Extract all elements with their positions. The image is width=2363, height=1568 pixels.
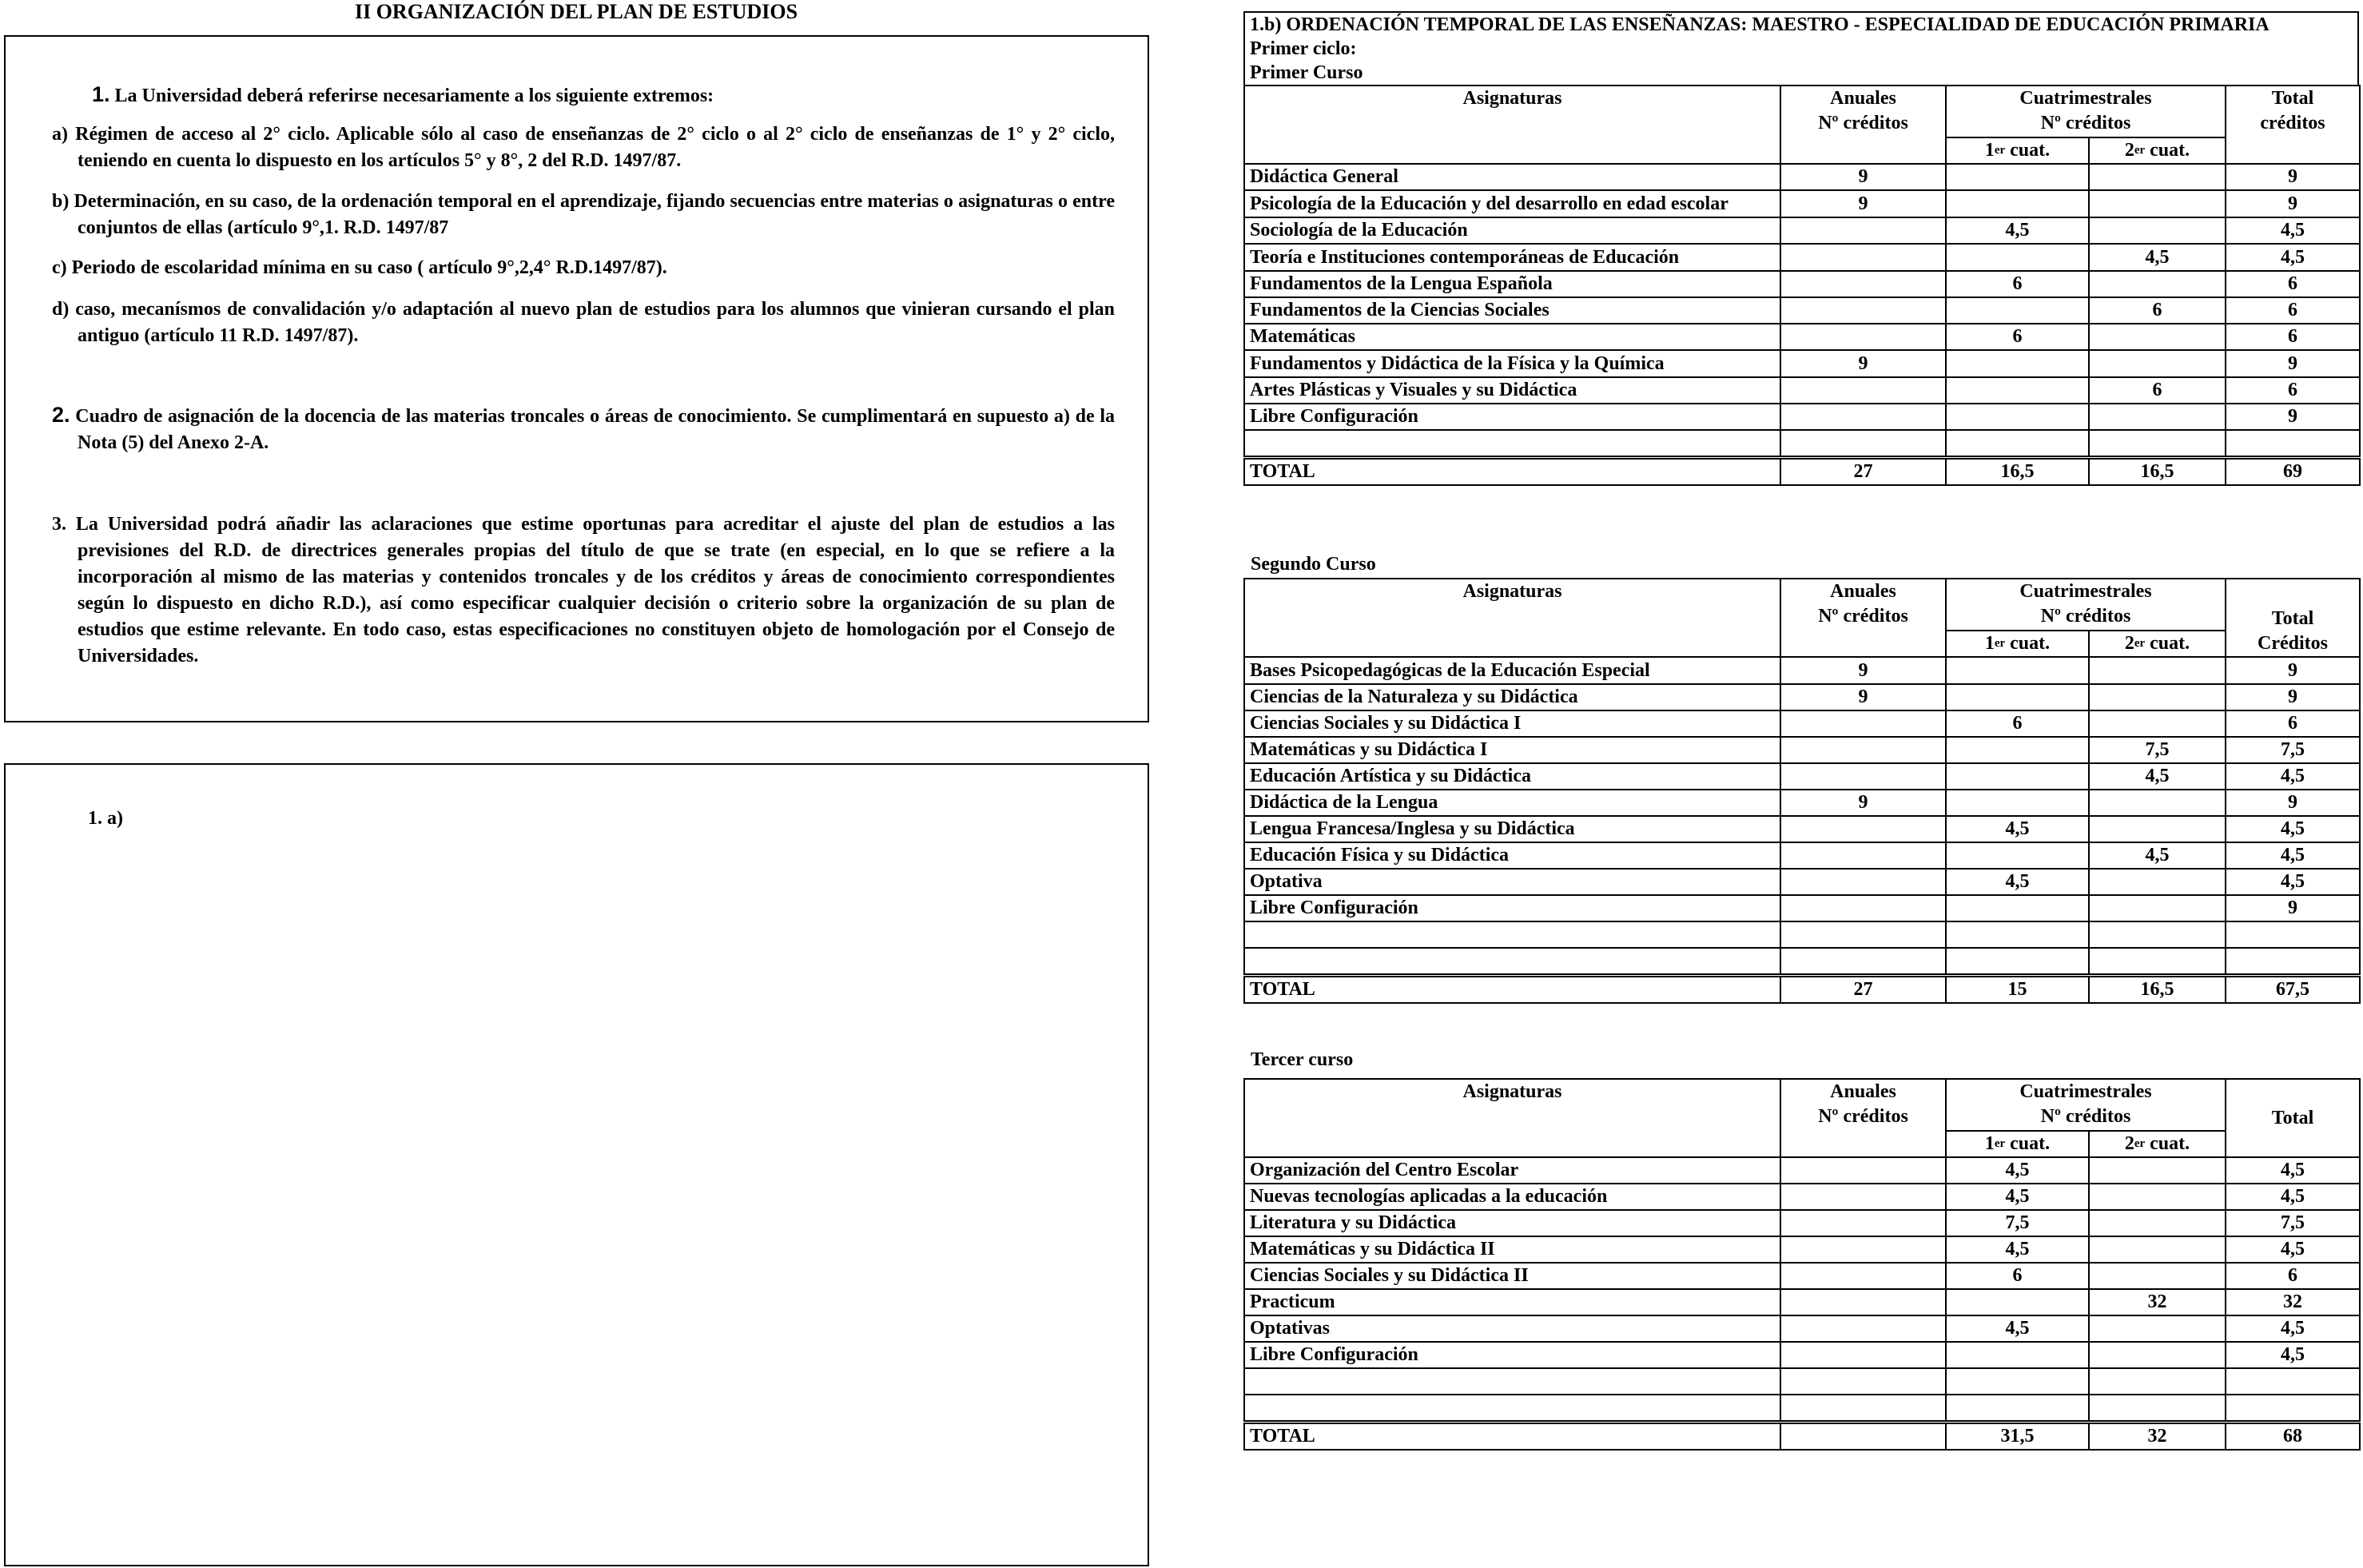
total-cell: 4,5 [2226,1157,2360,1184]
table-row [1244,684,2360,710]
empty-row [1244,1395,2360,1423]
empty-cell [2226,430,2360,458]
col-cuatrimestrales: Cuatrimestrales Nº créditos [1946,579,2226,631]
table-row [1244,710,2360,737]
point-3 [52,511,1115,670]
course-2-table [1243,578,2361,1004]
total-cell: 6 [2226,297,2360,324]
total-total-cell: 67,5 [2226,976,2360,1004]
course-2-section [1243,578,2359,1004]
course-3-rows [1244,1157,2360,1450]
section-1a-box [4,763,1149,1566]
anuales-cell [1780,1184,1946,1210]
ciclo-label: Primer ciclo: [1250,38,1357,59]
cuat2-cell [2089,869,2226,895]
table-row [1244,1236,2360,1263]
subject-cell: Educación Física y su Didáctica [1244,842,1780,869]
col-cuat-1: 1er cuat. [1946,137,2089,164]
cuat1-cell [1946,297,2089,324]
anuales-cell [1780,324,1946,350]
point-1-number: 1. [92,82,110,106]
point-a-text: a) Régimen de acceso al 2° ciclo. Aplicable sólo al caso de enseñanzas de 2° ciclo o al 2° ciclo de enseñanzas de 1° y 2° ciclo, teniendo en cuenta lo dispuesto en los artículos 5° y 8°, 2 del R.D. 1497/87. [52,124,1115,171]
col-total: Total créditos [2226,86,2360,164]
subject-cell: Matemáticas [1244,324,1780,350]
total-cell: 4,5 [2226,1315,2360,1342]
point-1-text: La Universidad deberá referirse necesariamente a los siguiente extremos: [114,86,714,106]
subject-cell: Practicum [1244,1289,1780,1315]
subject-cell: Lengua Francesa/Inglesa y su Didáctica [1244,816,1780,842]
cuat2-cell: 32 [2089,1289,2226,1315]
subject-cell: Fundamentos de la Ciencias Sociales [1244,297,1780,324]
table-row [1244,404,2360,430]
cuat2-cell: 4,5 [2089,842,2226,869]
course-1-rows [1244,164,2360,485]
cuat2-cell [2089,271,2226,297]
total-cell: 9 [2226,190,2360,217]
point-a [52,121,1115,174]
total-cell: 6 [2226,710,2360,737]
total-cell: 9 [2226,657,2360,684]
total-cell: 4,5 [2226,244,2360,271]
cuat1-cell: 4,5 [1946,1184,2089,1210]
total-total-cell: 69 [2226,458,2360,486]
empty-row [1244,1368,2360,1395]
empty-cell [1780,1395,1946,1423]
subject-cell: Optativa [1244,869,1780,895]
cuat2-cell [2089,1210,2226,1236]
empty-cell [1780,948,1946,976]
cuat2-cell [2089,657,2226,684]
cuat2-cell [2089,350,2226,377]
col-asignaturas: Asignaturas [1244,86,1780,164]
subject-cell: Teoría e Instituciones contemporáneas de Educación [1244,244,1780,271]
total-anuales-cell: 27 [1780,458,1946,486]
table-row [1244,244,2360,271]
col-cuatrimestrales: Cuatrimestrales Nº créditos [1946,1079,2226,1131]
table-row [1244,842,2360,869]
table-row [1244,816,2360,842]
cuat1-cell [1946,404,2089,430]
empty-cell [1946,1368,2089,1395]
anuales-cell [1780,1157,1946,1184]
point-3-number: 3. [52,514,66,535]
point-3-text: La Universidad podrá añadir las aclaraciones que estime oportunas para acreditar el ajuste del plan de estudios a las previsiones del R.D. de directrices generales propias del título de que se trate (en especial, en lo que se refiere a la incorporación al mismo de las materias y contenidos troncales y de los créditos y áreas de conocimiento correspondientes según lo dispuesto en dicho R.D.), así como especificar cualquier decisión o criterio sobre la organización de su plan de estudios que estime relevante. En todo caso, estas especificaciones no constituyen objeto de homologación por el Consejo de Universidades. [75,514,1115,667]
course-1-section [1243,11,2359,486]
cuat2-cell [2089,710,2226,737]
anuales-cell: 9 [1780,190,1946,217]
cuat1-cell: 6 [1946,324,2089,350]
col-cuat-1: 1er cuat. [1946,1131,2089,1157]
subject-cell: Ciencias Sociales y su Didáctica II [1244,1263,1780,1289]
subject-cell: Matemáticas y su Didáctica I [1244,737,1780,763]
table-row [1244,164,2360,190]
total-cuat1-cell: 15 [1946,976,2089,1004]
total-cuat2-cell: 16,5 [2089,976,2226,1004]
subject-cell: Psicología de la Educación y del desarrollo en edad escolar [1244,190,1780,217]
empty-cell [1946,1395,2089,1423]
table-row [1244,350,2360,377]
cuat2-cell [2089,1236,2226,1263]
cuat1-cell [1946,657,2089,684]
table-row [1244,324,2360,350]
subject-cell: Didáctica General [1244,164,1780,190]
anuales-cell [1780,1342,1946,1368]
subject-cell: Ciencias de la Naturaleza y su Didáctica [1244,684,1780,710]
right-heading: 1.b) ORDENACIÓN TEMPORAL DE LAS ENSEÑANZAS: MAESTRO - ESPECIALIDAD DE EDUCACIÓN PRIMARIA [1250,14,2270,35]
col-asignaturas: Asignaturas [1244,579,1780,657]
col-asignaturas: Asignaturas [1244,1079,1780,1157]
point-d [52,296,1115,349]
table-row [1244,297,2360,324]
subject-cell: Matemáticas y su Didáctica II [1244,1236,1780,1263]
empty-cell [1244,1368,1780,1395]
cuat2-cell [2089,684,2226,710]
total-cell: 32 [2226,1289,2360,1315]
empty-cell [2226,1395,2360,1423]
course-3-section [1243,1078,2359,1451]
anuales-cell [1780,1263,1946,1289]
table-row [1244,1315,2360,1342]
course-1-title: Primer Curso [1250,62,1363,83]
col-cuat-2: 2er cuat. [2089,137,2226,164]
table-row [1244,1289,2360,1315]
empty-cell [1780,921,1946,948]
empty-cell [1244,921,1780,948]
page-title: II ORGANIZACIÓN DEL PLAN DE ESTUDIOS [354,0,798,23]
subject-cell: Optativas [1244,1315,1780,1342]
empty-cell [2089,1395,2226,1423]
cuat1-cell [1946,377,2089,404]
cuat1-cell [1946,164,2089,190]
course-1-table [1243,85,2361,486]
total-cell: 9 [2226,790,2360,816]
point-c-text: c) Periodo de escolaridad mínima en su caso ( artículo 9°,2,4° R.D.1497/87). [52,257,667,278]
cuat2-cell: 4,5 [2089,244,2226,271]
anuales-cell [1780,217,1946,244]
col-anuales: Anuales Nº créditos [1780,579,1946,657]
total-cell: 9 [2226,895,2360,921]
empty-row [1244,430,2360,458]
point-b [52,189,1115,241]
cuat1-cell: 4,5 [1946,816,2089,842]
table-row [1244,271,2360,297]
empty-cell [2226,1368,2360,1395]
course-2-rows [1244,657,2360,1003]
point-2-text: Cuadro de asignación de la docencia de las materias troncales o áreas de conocimiento. Se cumplimentará en supuesto a) de la Nota (5) del Anexo 2-A. [75,406,1116,453]
total-subject-cell: TOTAL [1244,1423,1780,1451]
cuat2-cell [2089,790,2226,816]
cuat1-cell: 4,5 [1946,869,2089,895]
total-total-cell: 68 [2226,1423,2360,1451]
total-cell: 4,5 [2226,1236,2360,1263]
subject-cell: Ciencias Sociales y su Didáctica I [1244,710,1780,737]
total-anuales-cell: 27 [1780,976,1946,1004]
subject-cell: Bases Psicopedagógicas de la Educación Especial [1244,657,1780,684]
anuales-cell [1780,1210,1946,1236]
col-total: Total Créditos [2226,579,2360,657]
total-cuat1-cell: 16,5 [1946,458,2089,486]
total-cell: 9 [2226,164,2360,190]
col-cuat-2: 2er cuat. [2089,631,2226,657]
point-d-text: d) caso, mecanísmos de convalidación y/o adaptación al nuevo plan de estudios para los alumnos que vinieran cursando el plan antiguo (artículo 11 R.D. 1497/87). [52,299,1115,346]
subject-cell: Fundamentos de la Lengua Española [1244,271,1780,297]
point-2-number: 2. [52,403,70,427]
subject-cell: Libre Configuración [1244,895,1780,921]
total-cell: 4,5 [2226,217,2360,244]
empty-cell [1244,430,1780,458]
table-row [1244,737,2360,763]
empty-cell [1946,948,2089,976]
col-cuatrimestrales: Cuatrimestrales Nº créditos [1946,86,2226,137]
cuat1-cell [1946,350,2089,377]
cuat1-cell [1946,763,2089,790]
cuat2-cell: 6 [2089,297,2226,324]
anuales-cell [1780,763,1946,790]
empty-cell [2089,948,2226,976]
anuales-cell [1780,271,1946,297]
point-c [52,255,1115,281]
cuat2-cell: 4,5 [2089,763,2226,790]
cuat2-cell [2089,895,2226,921]
total-cell: 9 [2226,350,2360,377]
subject-cell: Libre Configuración [1244,404,1780,430]
cuat2-cell [2089,404,2226,430]
cuat1-cell [1946,790,2089,816]
instructions-box [4,35,1149,722]
empty-cell [2089,921,2226,948]
anuales-cell [1780,244,1946,271]
table-row [1244,1342,2360,1368]
cuat2-cell: 7,5 [2089,737,2226,763]
empty-row [1244,921,2360,948]
empty-cell [2226,948,2360,976]
anuales-cell [1780,1236,1946,1263]
total-anuales-cell [1780,1423,1946,1451]
total-cell: 9 [2226,684,2360,710]
table-row [1244,1210,2360,1236]
cuat1-cell [1946,244,2089,271]
subject-cell: Literatura y su Didáctica [1244,1210,1780,1236]
subject-cell: Nuevas tecnologías aplicadas a la educación [1244,1184,1780,1210]
total-cell: 4,5 [2226,1342,2360,1368]
total-cell: 6 [2226,324,2360,350]
empty-cell [1946,921,2089,948]
col-total: Total [2226,1079,2360,1157]
cuat1-cell: 4,5 [1946,1315,2089,1342]
anuales-cell [1780,816,1946,842]
total-cuat2-cell: 16,5 [2089,458,2226,486]
anuales-cell: 9 [1780,657,1946,684]
total-subject-cell: TOTAL [1244,458,1780,486]
total-cell: 6 [2226,1263,2360,1289]
cuat2-cell: 6 [2089,377,2226,404]
table-row [1244,377,2360,404]
table-row [1244,1157,2360,1184]
cuat1-cell [1946,842,2089,869]
cuat1-cell: 7,5 [1946,1210,2089,1236]
cuat2-cell [2089,217,2226,244]
empty-cell [1780,1368,1946,1395]
anuales-cell [1780,710,1946,737]
empty-row [1244,948,2360,976]
table-row [1244,790,2360,816]
subject-cell: Educación Artística y su Didáctica [1244,763,1780,790]
cuat1-cell: 6 [1946,710,2089,737]
anuales-cell [1780,895,1946,921]
table-row [1244,657,2360,684]
course-2-title: Segundo Curso [1251,554,1376,575]
table-row [1244,869,2360,895]
total-cell: 9 [2226,404,2360,430]
subject-cell: Artes Plásticas y Visuales y su Didáctica [1244,377,1780,404]
cuat2-cell [2089,324,2226,350]
point-b-text: b) Determinación, en su caso, de la ordenación temporal en el aprendizaje, fijando secuencias entre materias o asignaturas o entre conjuntos de ellas (artículo 9°,1. R.D. 1497/87 [52,191,1115,238]
total-cell: 4,5 [2226,842,2360,869]
empty-cell [2089,430,2226,458]
table-row [1244,763,2360,790]
col-anuales: Anuales Nº créditos [1780,1079,1946,1157]
total-cell: 7,5 [2226,737,2360,763]
total-row [1244,976,2360,1004]
cuat1-cell [1946,1342,2089,1368]
anuales-cell [1780,377,1946,404]
total-cell: 4,5 [2226,816,2360,842]
total-cuat1-cell: 31,5 [1946,1423,2089,1451]
subject-cell: Didáctica de la Lengua [1244,790,1780,816]
cuat1-cell: 6 [1946,271,2089,297]
anuales-cell [1780,1315,1946,1342]
cuat1-cell [1946,684,2089,710]
empty-cell [1244,948,1780,976]
empty-cell [2089,1368,2226,1395]
total-cell: 6 [2226,377,2360,404]
col-anuales: Anuales Nº créditos [1780,86,1946,164]
anuales-cell: 9 [1780,164,1946,190]
empty-cell [1946,430,2089,458]
cuat2-cell [2089,164,2226,190]
col-cuat-2: 2er cuat. [2089,1131,2226,1157]
course-1-header-block [1243,11,2359,85]
col-cuat-1: 1er cuat. [1946,631,2089,657]
cuat2-cell [2089,1342,2226,1368]
total-cell: 6 [2226,271,2360,297]
cuat2-cell [2089,190,2226,217]
total-row [1244,1423,2360,1451]
subject-cell: Organización del Centro Escolar [1244,1157,1780,1184]
cuat2-cell [2089,1315,2226,1342]
total-cell: 4,5 [2226,763,2360,790]
anuales-cell [1780,404,1946,430]
course-3-title: Tercer curso [1251,1049,1354,1070]
cuat1-cell [1946,737,2089,763]
total-cuat2-cell: 32 [2089,1423,2226,1451]
point-1 [92,82,1115,109]
anuales-cell: 9 [1780,350,1946,377]
cuat1-cell [1946,895,2089,921]
empty-cell [1244,1395,1780,1423]
point-2 [52,402,1115,456]
table-row [1244,1263,2360,1289]
anuales-cell [1780,297,1946,324]
table-row [1244,1184,2360,1210]
total-cell: 4,5 [2226,1184,2360,1210]
anuales-cell [1780,869,1946,895]
section-1a-label: 1. a) [88,808,123,829]
cuat1-cell [1946,190,2089,217]
anuales-cell [1780,842,1946,869]
cuat2-cell [2089,1263,2226,1289]
cuat1-cell: 4,5 [1946,1157,2089,1184]
cuat1-cell: 4,5 [1946,1236,2089,1263]
subject-cell: Fundamentos y Didáctica de la Física y la Química [1244,350,1780,377]
empty-cell [2226,921,2360,948]
table-row [1244,190,2360,217]
cuat1-cell: 4,5 [1946,217,2089,244]
anuales-cell: 9 [1780,684,1946,710]
total-row [1244,458,2360,486]
table-row [1244,895,2360,921]
subject-cell: Sociología de la Educación [1244,217,1780,244]
anuales-cell [1780,737,1946,763]
anuales-cell [1780,1289,1946,1315]
total-subject-cell: TOTAL [1244,976,1780,1004]
empty-cell [1780,430,1946,458]
subject-cell: Libre Configuración [1244,1342,1780,1368]
total-cell: 7,5 [2226,1210,2360,1236]
cuat2-cell [2089,1184,2226,1210]
total-cell: 4,5 [2226,869,2360,895]
cuat2-cell [2089,1157,2226,1184]
cuat1-cell: 6 [1946,1263,2089,1289]
cuat1-cell [1946,1289,2089,1315]
cuat2-cell [2089,816,2226,842]
course-3-table [1243,1078,2361,1451]
table-row [1244,217,2360,244]
anuales-cell: 9 [1780,790,1946,816]
